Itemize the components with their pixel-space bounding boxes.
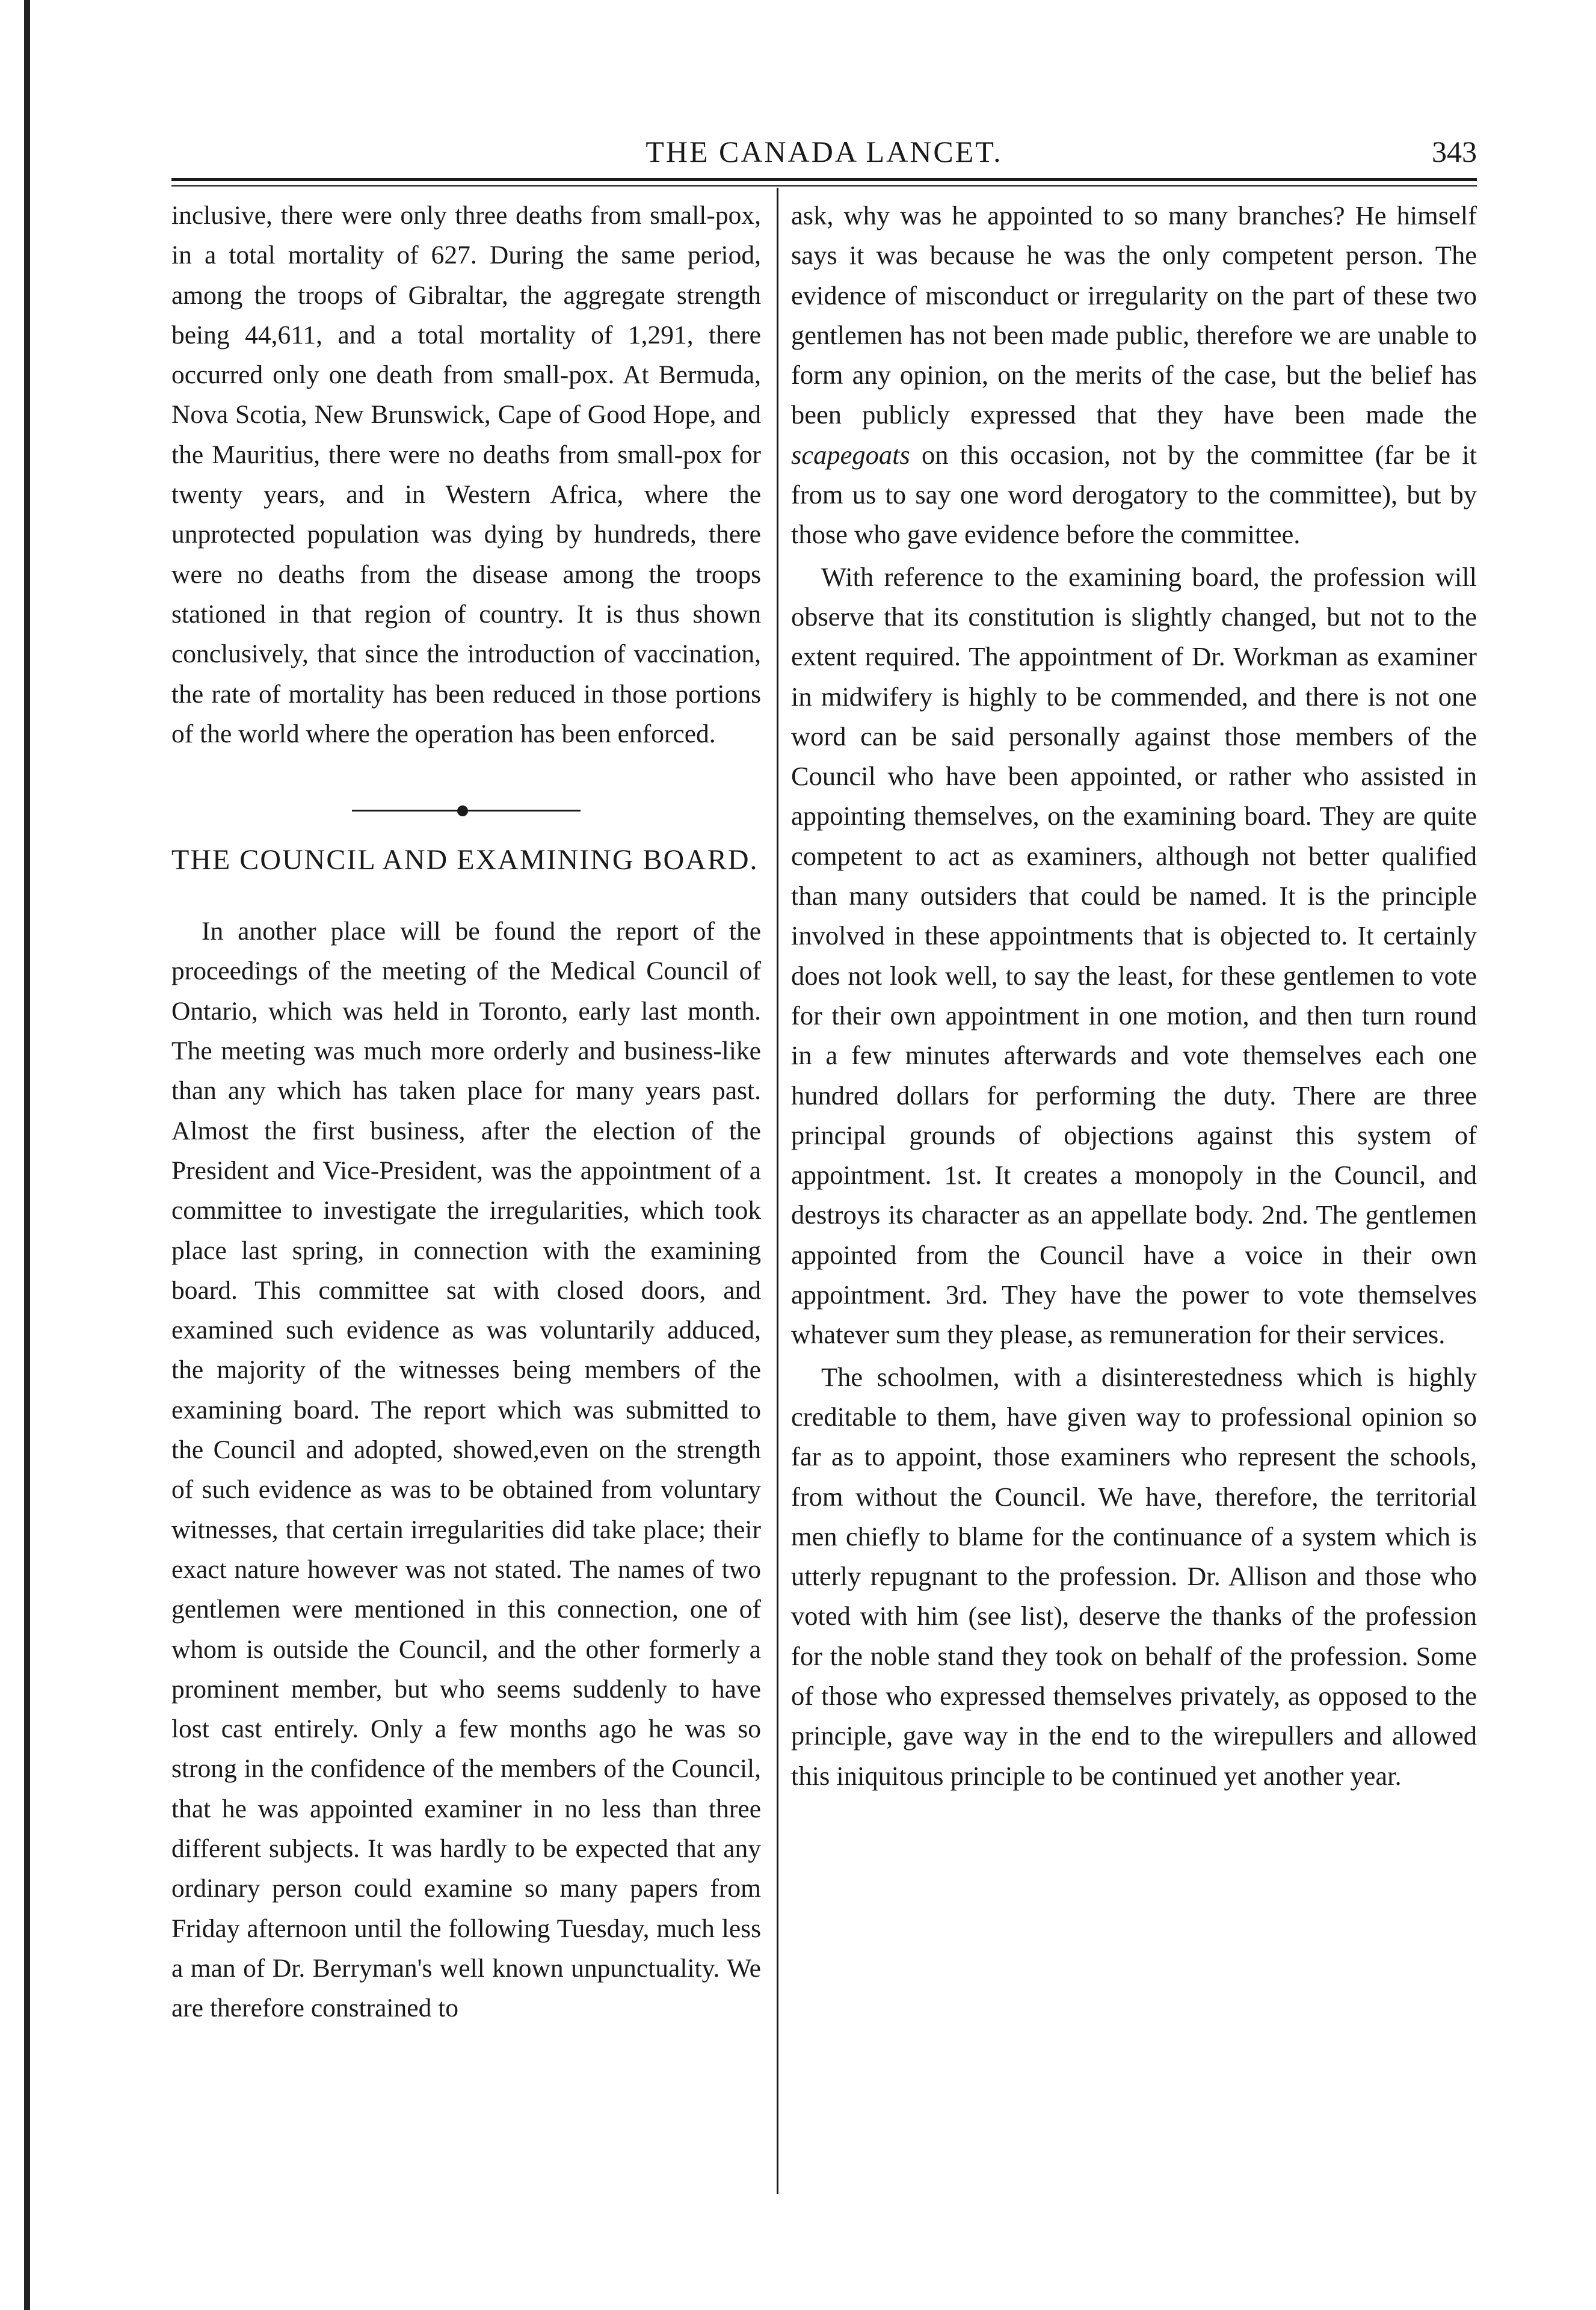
page-binding-edge [24,0,30,2310]
ornament-dot [457,805,468,816]
article-paragraph-2: With reference to the examining board, the profession will observe that its constitution is slightly changed, but not to the extent required. The appointment of Dr. Workman as examiner in midwifery is highly to be commended, and there is not one word can be said personally against those members of the Council who have been appointed, or rather who assisted in appointing themselves, on the examining board. They are quite competent to act as examiners, although not better qualified than many outsiders that could be named. It is the principle involved in these appointments that is objected to. It certainly does not look well, to say the least, for these gentlemen to vote for their own appointment in one motion, and then turn round in a few minutes afterwards and vote themselves each one hundred dollars for performing the duty. There are three principal grounds of objections against this system of appointment. 1st. It creates a monopoly in the Council, and destroys its character as an appellate body. 2nd. The gentlemen appointed from the Council have a voice in their own appointment. 3rd. They have the power to vote themselves whatever sum they please, as remuneration for their services. [791,561,1477,1350]
text-run: on this occasion, not by the committee (far be it from us to say one word derogatory to the committee), but by those who gave evidence before the committee. [791,439,1477,550]
article-paragraph-3: The schoolmen, with a disinterestedness which is highly creditable to them, have given way to professional opinion so far as to appoint, those examiners who represent the schools, from without the Council. We have, therefore, the territorial men chiefly to blame for the continuance of a system which is utterly repugnant to the profession. Dr. Allison and those who voted with him (see list), deserve the thanks of the profession for the noble stand they took on behalf of the profession. Some of those who expressed themselves privately, as opposed to the principle, gave way in the end to the wirepullers and allowed this iniquitous principle to be continued yet another year. [791,1361,1477,1791]
continued-paragraph: inclusive, there were only three deaths from small-pox, in a total mortality of 627. During the same period, among the troops of Gibraltar, the aggregate strength being 44,611, and a total mortality of 1,291, there occurred only one death from small-pox. At Bermuda, Nova Scotia, New Brunswick, Cape of Good Hope, and the Mauritius, there were no deaths from small-pox for twenty years, and in Western Africa, where the unprotected population was dying by hundreds, there were no deaths from the disease among the troops stationed in that region of country. It is thus shown conclusively, that since the introduction of vaccination, the rate of mortality has been reduced in those portions of the world where the operation has been enforced. [171,201,761,748]
section-heading: THE COUNCIL AND EXAMINING BOARD. [171,844,759,876]
running-title: THE CANADA LANCET. [645,135,1003,168]
page-header [171,134,1477,170]
section-ornament [352,803,581,818]
left-column [171,196,761,2028]
header-rule-thin [171,185,1477,186]
article-paragraph-continued [791,196,1477,555]
page-number: 343 [1432,135,1477,168]
header-rule [171,178,1477,181]
text-run: ask, why was he appointed to so many branches? He himself says it was because he was the only competent person. The evidence of misconduct or irregularity on the part of these two gentlemen has not been made public, therefore we are unable to form any opinion, on the merits of the case, but the belief has been publicly expressed that they have been made the [791,200,1477,430]
article-paragraph-1: In another place will be found the report of the proceedings of the meeting of the Medical Council of Ontario, which was held in Toronto, early last month. The meeting was much more orderly and business-like than any which has taken place for many years past. Almost the first business, after the election of the President and Vice-President, was the appointment of a committee to investigate the irregularities, which took place last spring, in connection with the examining board. This committee sat with closed doors, and examined such evidence as was voluntarily adduced, the majority of the witnesses being members of the examining board. The report which was submitted to the Council and adopted, showed,even on the strength of such evidence as was to be obtained from voluntary witnesses, that certain irregularities did take place; their exact nature however was not stated. The names of two gentlemen were mentioned in this connection, one of whom is outside the Council, and the other formerly a prominent member, but who seems suddenly to have lost cast entirely. Only a few months ago he was so strong in the confidence of the members of the Council, that he was appointed examiner in no less than three different subjects. It was hardly to be expected that any ordinary person could examine so many papers from Friday afternoon until the following Tuesday, much less a man of Dr. Berryman's well known unpunctuality. We are therefore constrained to [171,917,761,2023]
column-divider [777,188,778,2194]
right-column [791,196,1477,1796]
emphasis-scapegoats: scapegoats [791,439,910,470]
